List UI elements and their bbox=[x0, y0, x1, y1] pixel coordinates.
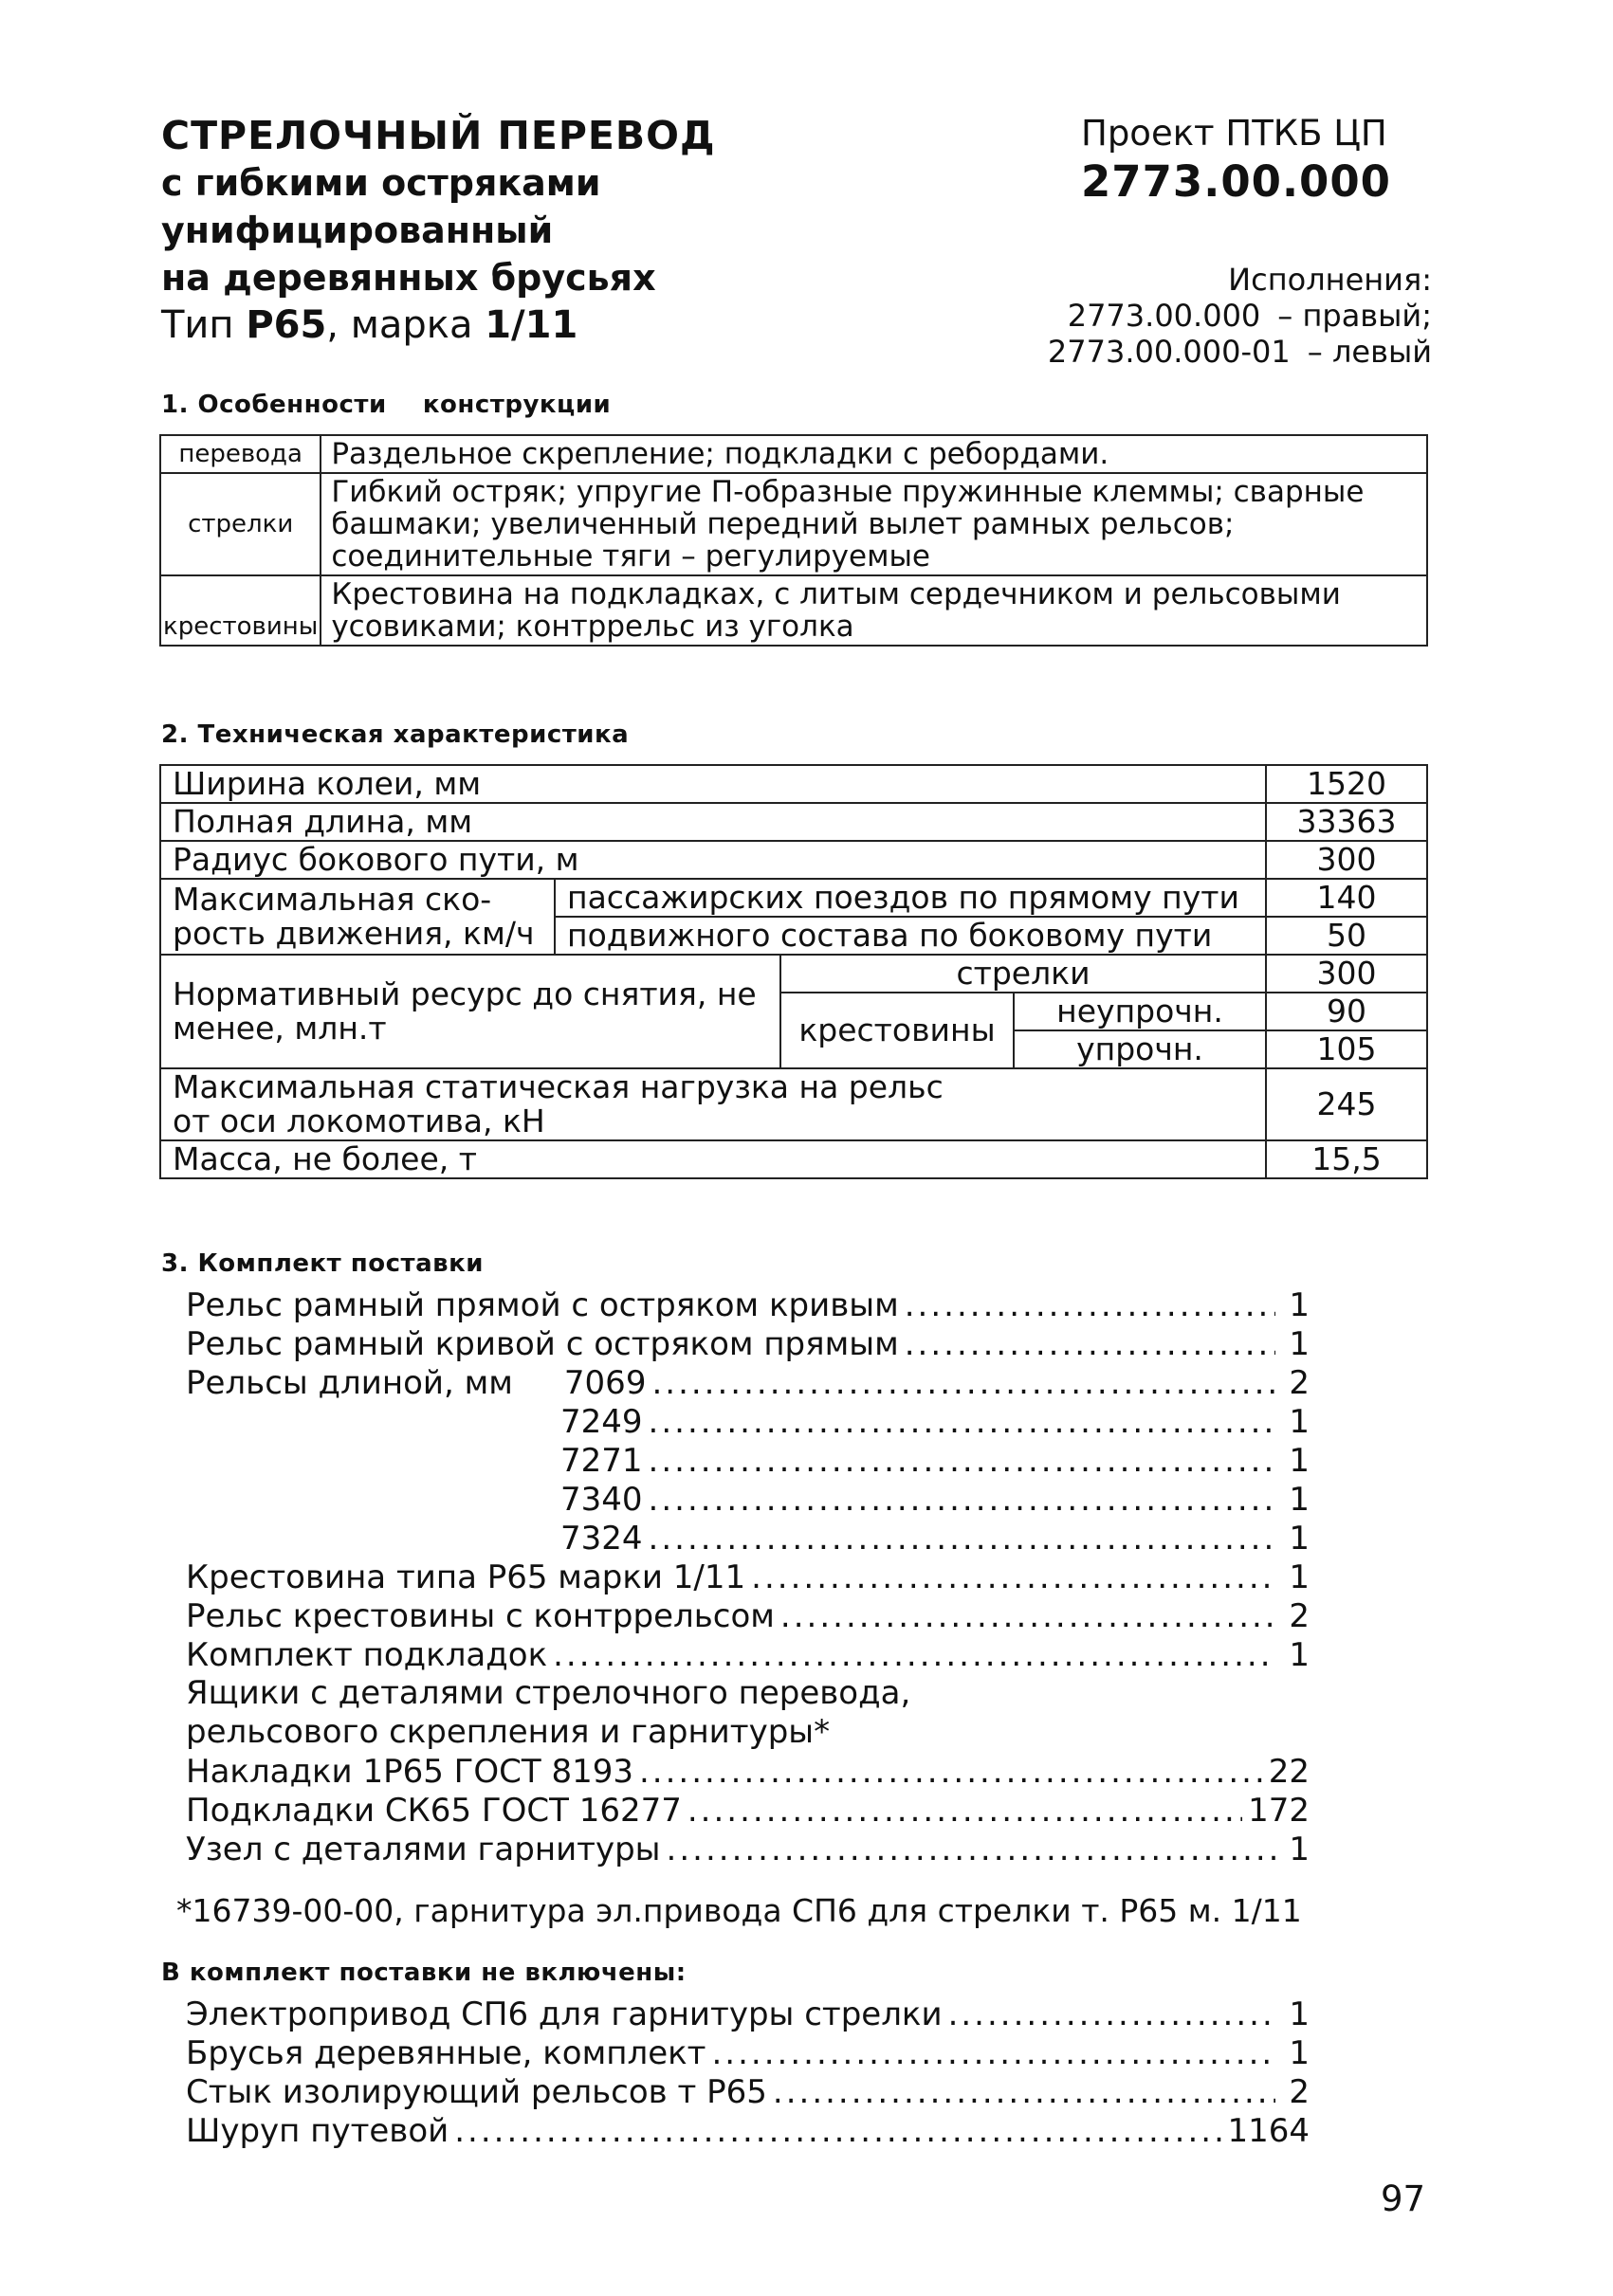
leader-dots bbox=[649, 1481, 1275, 1519]
type-mark-line bbox=[161, 301, 716, 349]
spec-value: 300 bbox=[1266, 955, 1427, 993]
item-qty: 1 bbox=[1289, 2034, 1310, 2072]
leader-dots bbox=[905, 1286, 1275, 1324]
section-4-title: В комплект поставки не включены: bbox=[161, 1959, 687, 1987]
item-qty: 2 bbox=[1289, 1364, 1310, 1402]
leader-dots bbox=[751, 1558, 1275, 1596]
title-line-2: с гибкими остряками bbox=[161, 162, 601, 204]
leader-dots bbox=[948, 1995, 1275, 2033]
section-1-title: 1. Особенности конструкции bbox=[161, 391, 612, 419]
project-number: 2773.00.000 bbox=[1081, 156, 1391, 207]
item-label: Стык изолирующий рельсов т Р65 bbox=[186, 2073, 767, 2111]
spec-label: Максимальная статическая нагрузка на рельс от оси локомотива, кН bbox=[160, 1068, 1266, 1140]
list-item bbox=[186, 1324, 1310, 1363]
list-item bbox=[186, 2111, 1310, 2150]
table-row bbox=[160, 841, 1427, 879]
leader-dots bbox=[780, 1597, 1275, 1635]
execution-side: – левый bbox=[1307, 334, 1432, 370]
table-row bbox=[160, 1140, 1427, 1178]
rail-length: 7340 bbox=[560, 1481, 643, 1519]
table-row bbox=[160, 803, 1427, 841]
page-number: 97 bbox=[1381, 2178, 1426, 2219]
list-item bbox=[186, 1752, 1310, 1791]
item-label: Шуруп путевой bbox=[186, 2112, 449, 2150]
spec-value: 50 bbox=[1266, 917, 1427, 955]
item-label: Брусья деревянные, комплект bbox=[186, 2034, 706, 2072]
spec-value: 140 bbox=[1266, 879, 1427, 917]
spec-label: Максимальная ско-рость движения, км/ч bbox=[160, 879, 555, 955]
feature-key: перевода bbox=[160, 435, 321, 473]
item-qty: 1 bbox=[1289, 1286, 1310, 1324]
spec-sublabel: упрочн. bbox=[1014, 1030, 1266, 1068]
leader-dots bbox=[649, 1403, 1275, 1441]
specs-table bbox=[159, 764, 1428, 1179]
feature-text: Крестовина на подкладках, с литым сердечником и рельсовыми усовиками; контррельс из уголка bbox=[321, 575, 1427, 646]
title-line-3: унифицированный bbox=[161, 210, 554, 251]
leader-dots bbox=[773, 2073, 1275, 2111]
executions-block bbox=[986, 262, 1432, 370]
delivery-list bbox=[186, 1285, 1310, 1868]
spec-value: 105 bbox=[1266, 1030, 1427, 1068]
item-label: Подкладки СК65 ГОСТ 16277 bbox=[186, 1792, 682, 1830]
item-label: Крестовина типа Р65 марки 1/11 bbox=[186, 1558, 746, 1596]
leader-dots bbox=[649, 1442, 1275, 1480]
list-item bbox=[186, 1441, 1310, 1480]
leader-dots bbox=[687, 1792, 1242, 1830]
item-qty: 1 bbox=[1289, 1520, 1310, 1558]
spec-sublabel: стрелки bbox=[780, 955, 1266, 993]
table-row bbox=[160, 1068, 1427, 1140]
leader-dots bbox=[651, 1364, 1275, 1402]
list-item bbox=[186, 1285, 1310, 1324]
table-row bbox=[160, 765, 1427, 803]
execution-row bbox=[986, 298, 1432, 334]
item-qty: 1 bbox=[1289, 1995, 1310, 2033]
excluded-list bbox=[186, 1995, 1310, 2150]
spec-value: 1520 bbox=[1266, 765, 1427, 803]
list-item bbox=[186, 1995, 1310, 2033]
spec-label: Радиус бокового пути, м bbox=[160, 841, 1266, 879]
spec-label: Масса, не более, т bbox=[160, 1140, 1266, 1178]
spec-sublabel: пассажирских поездов по прямому пути bbox=[555, 879, 1266, 917]
table-row bbox=[160, 879, 1427, 917]
footnote: *16739-00-00, гарнитура эл.привода СП6 для стрелки т. Р65 м. 1/11 bbox=[176, 1892, 1302, 1929]
rail-length: 7324 bbox=[560, 1520, 643, 1558]
table-row bbox=[160, 955, 1427, 993]
item-qty: 1164 bbox=[1227, 2112, 1310, 2150]
feature-text: Гибкий остряк; упругие П-образные пружинные клеммы; сварные башмаки; увеличенный передний вылет рамных рельсов; соединительные тяги – регулируемые bbox=[321, 473, 1427, 575]
table-row bbox=[160, 575, 1427, 646]
spec-label: Полная длина, мм bbox=[160, 803, 1266, 841]
list-item bbox=[186, 2033, 1310, 2072]
title-main: СТРЕЛОЧНЫЙ ПЕРЕВОД bbox=[161, 113, 716, 158]
table-row bbox=[160, 473, 1427, 575]
item-qty: 22 bbox=[1268, 1753, 1310, 1791]
item-qty: 1 bbox=[1289, 1831, 1310, 1868]
leader-dots bbox=[711, 2034, 1275, 2072]
list-item bbox=[186, 1519, 1310, 1558]
spec-value: 300 bbox=[1266, 841, 1427, 879]
leader-dots bbox=[553, 1636, 1275, 1674]
section-2-title: 2. Техническая характеристика bbox=[161, 720, 630, 749]
item-qty: 2 bbox=[1289, 1597, 1310, 1635]
spec-value: 15,5 bbox=[1266, 1140, 1427, 1178]
item-label: Электропривод СП6 для гарнитуры стрелки bbox=[186, 1995, 943, 2033]
type-prefix: Тип bbox=[161, 303, 234, 347]
spec-sublabel: подвижного состава по боковому пути bbox=[555, 917, 1266, 955]
type-value: Р65 bbox=[246, 303, 327, 347]
list-item bbox=[186, 1791, 1310, 1830]
item-qty: 1 bbox=[1289, 1481, 1310, 1519]
item-label: Рельс рамный прямой с остряком кривым bbox=[186, 1286, 899, 1324]
project-block bbox=[1081, 112, 1422, 209]
list-item bbox=[186, 1558, 1310, 1596]
list-item bbox=[186, 1363, 1310, 1402]
item-qty: 1 bbox=[1289, 1636, 1310, 1674]
item-label: Комплект подкладок bbox=[186, 1636, 548, 1674]
item-label: Рельс рамный кривой с остряком прямым bbox=[186, 1325, 899, 1363]
list-item bbox=[186, 2072, 1310, 2111]
mark-prefix: , марка bbox=[326, 303, 473, 347]
leader-dots bbox=[639, 1753, 1263, 1791]
spec-value: 90 bbox=[1266, 993, 1427, 1030]
execution-row bbox=[986, 334, 1432, 370]
features-table bbox=[159, 434, 1428, 647]
feature-text: Раздельное скрепление; подкладки с ребордами. bbox=[321, 435, 1427, 473]
list-item bbox=[186, 1635, 1310, 1674]
item-qty: 1 bbox=[1289, 1558, 1310, 1596]
feature-key: стрелки bbox=[160, 473, 321, 575]
item-qty: 2 bbox=[1289, 2073, 1310, 2111]
spec-sublabel: крестовины bbox=[780, 993, 1014, 1068]
leader-dots bbox=[905, 1325, 1275, 1363]
executions-label: Исполнения: bbox=[1228, 262, 1432, 298]
item-qty: 1 bbox=[1289, 1325, 1310, 1363]
execution-code: 2773.00.000 bbox=[1067, 298, 1261, 334]
item-qty: 1 bbox=[1289, 1403, 1310, 1441]
boxes-line-2: рельсового скрепления и гарнитуры* bbox=[186, 1713, 831, 1751]
title-line-4: на деревянных брусьях bbox=[161, 257, 656, 299]
mark-value: 1/11 bbox=[485, 303, 578, 347]
item-qty: 1 bbox=[1289, 1442, 1310, 1480]
spec-label: Нормативный ресурс до снятия, не менее, млн.т bbox=[160, 955, 780, 1068]
list-item bbox=[186, 1480, 1310, 1519]
document-title bbox=[161, 112, 716, 349]
execution-side: – правый; bbox=[1277, 298, 1432, 334]
item-label: Рельсы длиной, мм bbox=[186, 1364, 513, 1402]
table-row bbox=[160, 435, 1427, 473]
project-label: Проект ПТКБ ЦП bbox=[1081, 113, 1387, 154]
spec-label: Ширина колеи, мм bbox=[160, 765, 1266, 803]
leader-dots bbox=[667, 1831, 1275, 1868]
item-label: Накладки 1Р65 ГОСТ 8193 bbox=[186, 1753, 633, 1791]
leader-dots bbox=[454, 2112, 1221, 2150]
section-3-title: 3. Комплект поставки bbox=[161, 1249, 484, 1278]
leader-dots bbox=[649, 1520, 1275, 1558]
execution-code: 2773.00.000-01 bbox=[1047, 334, 1291, 370]
spec-value: 33363 bbox=[1266, 803, 1427, 841]
list-item bbox=[186, 1830, 1310, 1868]
boxes-line-1: Ящики с деталями стрелочного перевода, bbox=[186, 1674, 911, 1712]
feature-key: крестовины bbox=[160, 575, 321, 646]
spec-sublabel: неупрочн. bbox=[1014, 993, 1266, 1030]
item-qty: 172 bbox=[1248, 1792, 1310, 1830]
rail-length: 7271 bbox=[560, 1442, 643, 1480]
item-label: Узел с деталями гарнитуры bbox=[186, 1831, 661, 1868]
list-item bbox=[186, 1596, 1310, 1635]
item-label: Рельс крестовины с контррельсом bbox=[186, 1597, 775, 1635]
rail-length: 7069 bbox=[563, 1364, 647, 1402]
rail-length: 7249 bbox=[560, 1403, 643, 1441]
list-item bbox=[186, 1402, 1310, 1441]
spec-value: 245 bbox=[1266, 1068, 1427, 1140]
